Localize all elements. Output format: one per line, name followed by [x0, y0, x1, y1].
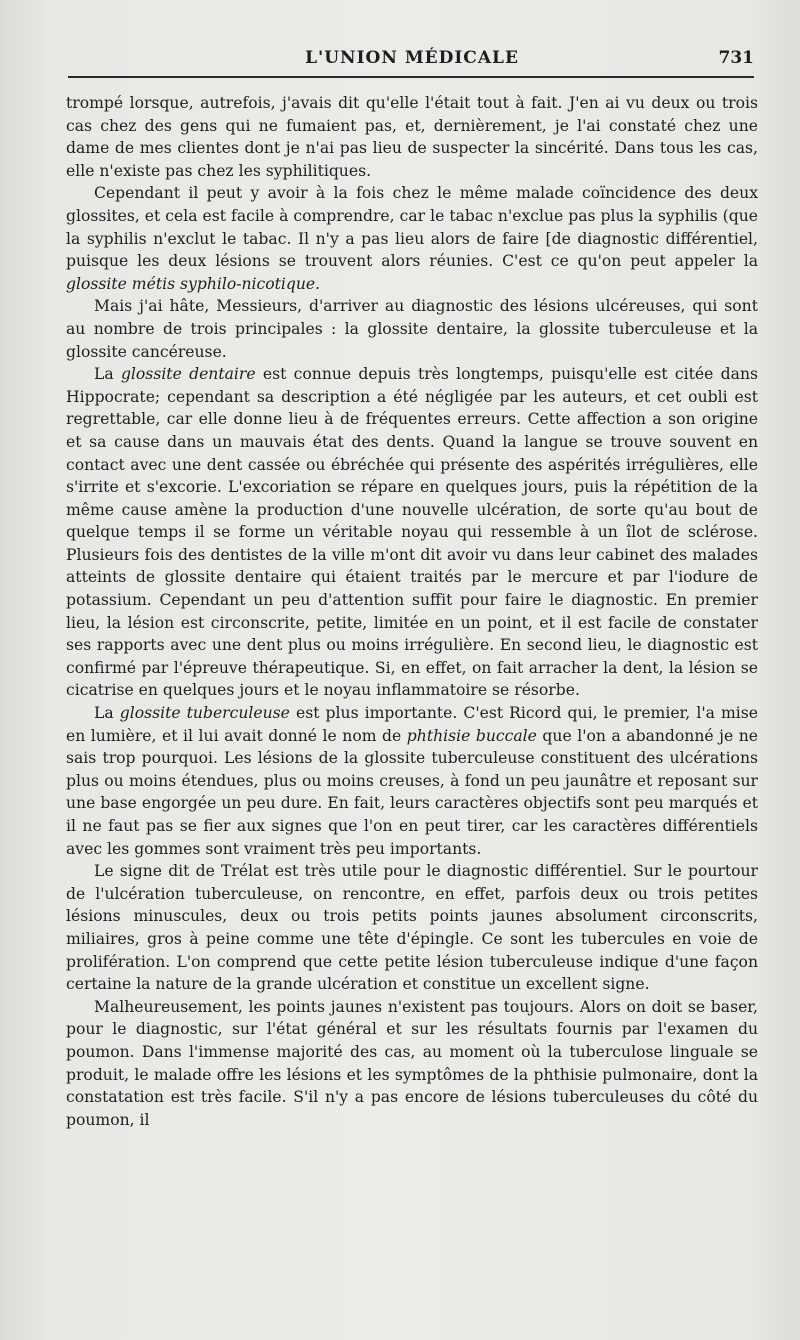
paragraph: [66, 182, 758, 295]
italic-text: glossite dentaire: [120, 365, 256, 384]
page-header: [70, 44, 754, 74]
paragraph: [66, 363, 758, 702]
text-segment: est connue depuis très longtemps, puisqu'elle est citée dans Hippocrate; cependant sa description a été négligée par les auteurs, et cet oubli est regrettable, car elle donne lieu à de fréquentes erreurs. Cette affection a son origine et sa cause dans un mauvais état des dents. Quand la langue se trouve souvent en contact avec une dent cassée ou ébréchée qui présente des aspérités irrégulières, elle s'irrite et s'excorie. L'excoriation se répare en quelques jours, puis la répétition de la même cause amène la production d'une nouvelle ulcération, de sorte qu'au bout de quelque temps il se forme un véritable noyau qui ressemble à un îlot de sclérose. Plusieurs fois des dentistes de la ville m'ont dit avoir vu dans leur cabinet des malades atteints de glossite dentaire qui étaient traités par le mercure et par l'iodure de potassium. Cependant un peu d'attention suffit pour faire le diagnostic. En premier lieu, la lésion est circonscrite, petite, limitée en un point, et il est facile de constater ses rapports avec une dent plus ou moins irrégulière. En second lieu, le diagnostic est confirmé par l'épreuve thérapeutique. Si, en effet, on fait arracher la dent, la lésion se cicatrise en quelques jours et le noyau inflammatoire se résorbe.: [66, 365, 758, 700]
header-rule: [68, 76, 754, 78]
italic-text: phthisie buccale: [406, 726, 537, 745]
text-segment: Malheureusement, les points jaunes n'existent pas toujours. Alors on doit se baser, pour le diagnostic, sur l'état général et sur les résultats fournis par l'examen du poumon. Dans l'immense majorité des cas, au moment où la tuberculose linguale se produit, le malade offre les lésions et les symptômes de la phthisie pulmonaire, dont la constatation est très facile. S'il n'y a pas encore de lésions tuberculeuses du côté du poumon, il: [66, 997, 758, 1129]
text-segment: La: [94, 704, 120, 723]
body-text: [66, 92, 758, 1131]
paragraph: [66, 702, 758, 860]
text-segment: Mais j'ai hâte, Messieurs, d'arriver au diagnostic des lésions ulcéreuses, qui sont au nombre de trois principales : la glossite dentaire, la glossite tuberculeuse et la glossite cancéreuse.: [66, 297, 758, 361]
paragraph: [66, 295, 758, 363]
paragraph: [66, 860, 758, 996]
page-number: 731: [718, 48, 754, 68]
italic-text: glossite métis syphilo-nicotique.: [66, 274, 321, 293]
text-segment: trompé lorsque, autrefois, j'avais dit qu'elle l'était tout à fait. J'en ai vu deux ou trois cas chez des gens qui ne fumaient pas, et, dernièrement, je l'ai constaté chez une dame de mes clientes dont je n'ai pas lieu de suspecter la sincérité. Dans tous les cas, elle n'existe pas chez les syphilitiques.: [66, 94, 758, 180]
text-segment: que l'on a abandonné je ne sais trop pourquoi. Les lésions de la glossite tuberculeuse constituent des ulcérations plus ou moins étendues, plus ou moins creuses, à fond un peu jaunâtre et reposant sur une base engorgée un peu dure. En fait, leurs caractères objectifs sont peu marqués et il ne faut pas se fier aux signes que l'on en peut tirer, car les caractères différentiels avec les gommes sont vraiment très peu importants.: [66, 726, 759, 858]
text-segment: La: [94, 365, 121, 384]
italic-text: glossite tuberculeuse: [119, 704, 290, 723]
text-segment: Cependant il peut y avoir à la fois chez le même malade coïncidence des deux glossites, et cela est facile à comprendre, car le tabac n'exclue pas plus la syphilis (que la syphilis n'exclut le tabac. Il n'y a pas lieu alors de faire [de diagnostic différentiel, puisque les deux lésions se trouvent alors réunies. C'est ce qu'on peut appeler la: [66, 184, 758, 271]
text-segment: Le signe dit de Trélat est très utile pour le diagnostic différentiel. Sur le pourtour de l'ulcération tuberculeuse, on rencontre, en effet, parfois deux ou trois petites lésions minuscules, deux ou trois petits points jaunes absolument circonscrits, miliaires, gros à peine comme une tête d'épingle. Ce sont les tubercules en voie de prolifération. L'on comprend que cette petite lésion tuberculeuse indique d'une façon certaine la nature de la grande ulcération et constitue un excellent signe.: [66, 862, 758, 994]
paragraph: [66, 92, 758, 182]
running-title: L'UNION MÉDICALE: [305, 48, 519, 68]
text-segment: est plus importante. C'est Ricord qui, le premier, l'a mise en lumière, et il lui avait donné le nom de: [66, 704, 758, 745]
paragraph: [66, 996, 758, 1132]
